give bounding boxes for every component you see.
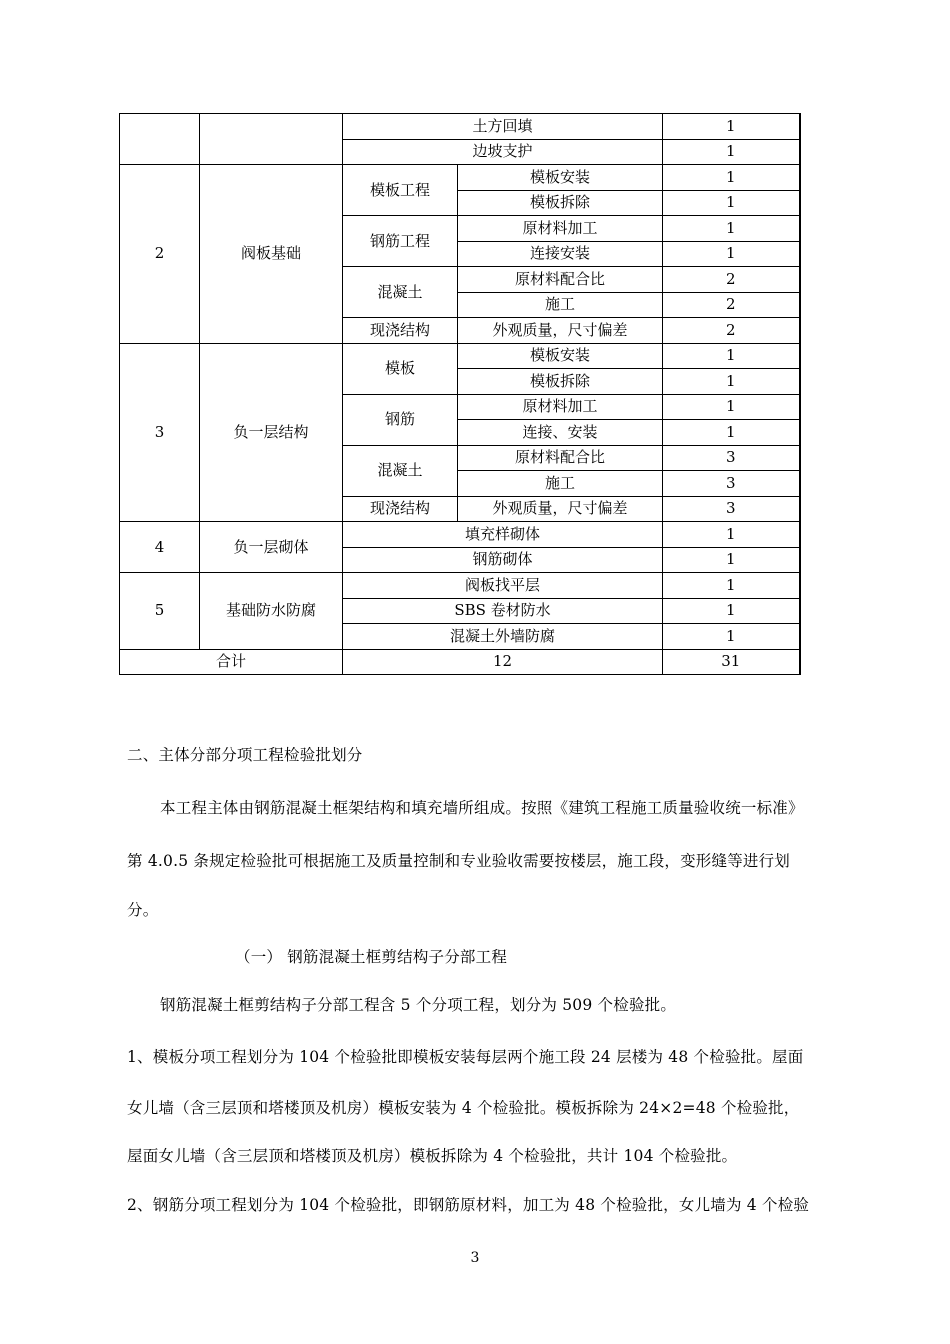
- table-cell: 4: [120, 522, 200, 573]
- table-cell: 2: [120, 165, 200, 344]
- table-row: [120, 522, 800, 548]
- table-row: [120, 573, 800, 599]
- table-cell: 模板安装: [458, 343, 663, 369]
- paragraph-line: 屋面女儿墙（含三层顶和塔楼顶及机房）模板拆除为 4 个检验批，共计 104 个检验批。: [127, 1147, 738, 1165]
- table-cell: 1: [663, 190, 800, 216]
- table-cell: 模板: [343, 343, 458, 394]
- table-cell: 3: [663, 496, 800, 522]
- paragraph-line: 2、钢筋分项工程划分为 104 个检验批，即钢筋原材料，加工为 48 个检验批，女儿墙为 4 个检验: [127, 1196, 810, 1214]
- table-cell: 模板工程: [343, 165, 458, 216]
- table-cell: 施工: [458, 471, 663, 497]
- sub-heading: （一） 钢筋混凝土框剪结构子分部工程: [235, 948, 508, 966]
- table-total-row: [120, 649, 800, 675]
- table-row: [120, 114, 800, 140]
- table-cell: 钢筋砌体: [343, 547, 663, 573]
- table-cell: 混凝土: [343, 445, 458, 496]
- paragraph-line: 钢筋混凝土框剪结构子分部工程含 5 个分项工程，划分为 509 个检验批。: [160, 996, 677, 1014]
- table-cell: 1: [663, 216, 800, 242]
- table-cell: 原材料配合比: [458, 267, 663, 293]
- table-cell: 31: [663, 649, 800, 675]
- table-cell: 模板拆除: [458, 190, 663, 216]
- paragraph-line: 分。: [127, 901, 159, 919]
- paragraph-line: 本工程主体由钢筋混凝土框架结构和填充墙所组成。按照《建筑工程施工质量验收统一标准》: [160, 799, 804, 817]
- table-cell: 原材料加工: [458, 216, 663, 242]
- table-cell: [200, 114, 343, 165]
- table-cell: 1: [663, 573, 800, 599]
- table-cell: 合计: [120, 649, 343, 675]
- table-cell: 边坡支护: [343, 139, 663, 165]
- paragraph-line: 女儿墙（含三层顶和塔楼顶及机房）模板安装为 4 个检验批。模板拆除为 24×2=48 个检验批，: [127, 1099, 800, 1117]
- table-cell: 混凝土外墙防腐: [343, 624, 663, 650]
- table-row: [120, 343, 800, 369]
- table-cell: 连接、安装: [458, 420, 663, 446]
- table-cell: 1: [663, 420, 800, 446]
- page-number: 3: [470, 1250, 480, 1266]
- table-cell: 阀板基础: [200, 165, 343, 344]
- table-cell: 原材料配合比: [458, 445, 663, 471]
- table-cell: 5: [120, 573, 200, 650]
- table-cell: 1: [663, 547, 800, 573]
- table-cell: 外观质量，尺寸偏差: [458, 318, 663, 344]
- table-cell: 3: [120, 343, 200, 522]
- paragraph-line: 1、模板分项工程划分为 104 个检验批即模板安装每层两个施工段 24 层楼为 48 个检验批。屋面: [127, 1048, 804, 1066]
- table-cell: 连接安装: [458, 241, 663, 267]
- table-cell: 钢筋: [343, 394, 458, 445]
- table-cell: 钢筋工程: [343, 216, 458, 267]
- table-cell: 1: [663, 369, 800, 395]
- table-cell: 填充样砌体: [343, 522, 663, 548]
- table-cell: 外观质量，尺寸偏差: [458, 496, 663, 522]
- table-cell: 原材料加工: [458, 394, 663, 420]
- table-cell: 混凝土: [343, 267, 458, 318]
- table-cell: 土方回填: [343, 114, 663, 140]
- table-cell: 3: [663, 445, 800, 471]
- table-cell: 1: [663, 394, 800, 420]
- table-row: [120, 165, 800, 191]
- table-cell: 2: [663, 267, 800, 293]
- table-cell: 1: [663, 241, 800, 267]
- table-cell: 1: [663, 522, 800, 548]
- table-cell: 2: [663, 318, 800, 344]
- table-cell: 模板安装: [458, 165, 663, 191]
- table-cell: 1: [663, 114, 800, 140]
- section-heading: 二、主体分部分项工程检验批划分: [127, 746, 363, 764]
- table-cell: 1: [663, 598, 800, 624]
- table-cell: 负一层结构: [200, 343, 343, 522]
- table-cell: 负一层砌体: [200, 522, 343, 573]
- table-cell: 现浇结构: [343, 496, 458, 522]
- table-cell: 现浇结构: [343, 318, 458, 344]
- table-cell: 阀板找平层: [343, 573, 663, 599]
- table-cell: 模板拆除: [458, 369, 663, 395]
- table-cell: [120, 114, 200, 165]
- table-cell: 1: [663, 624, 800, 650]
- table-cell: 1: [663, 139, 800, 165]
- table-cell: 基础防水防腐: [200, 573, 343, 650]
- table-cell: 3: [663, 471, 800, 497]
- table-cell: 施工: [458, 292, 663, 318]
- table-cell: 12: [343, 649, 663, 675]
- inspection-batch-table: [119, 113, 801, 675]
- table-cell: SBS 卷材防水: [343, 598, 663, 624]
- table-cell: 1: [663, 343, 800, 369]
- table-cell: 1: [663, 165, 800, 191]
- paragraph-line: 第 4.0.5 条规定检验批可根据施工及质量控制和专业验收需要按楼层，施工段，变形缝等进行划: [127, 852, 790, 870]
- table-cell: 2: [663, 292, 800, 318]
